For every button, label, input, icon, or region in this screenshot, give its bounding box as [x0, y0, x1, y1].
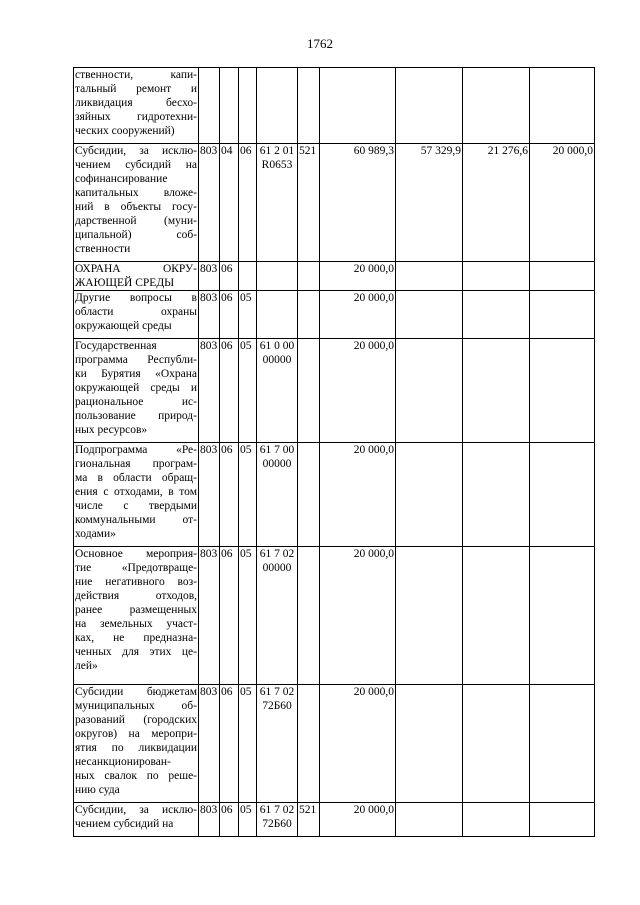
cell-amount-2 [396, 685, 463, 803]
csr-line: R0653 [261, 159, 293, 171]
cell-vr [298, 339, 320, 443]
table-row [74, 68, 595, 144]
cell-rz [220, 68, 239, 144]
csr-line: 00000 [262, 354, 292, 366]
cell-pr: 05 [239, 443, 257, 547]
cell-csr [257, 144, 298, 262]
cell-pr: 05 [239, 803, 257, 837]
cell-amount-2 [396, 262, 463, 291]
row-name-line: лей» [75, 660, 98, 672]
cell-amount-4: 20 000,0 [530, 144, 595, 262]
cell-amount-4 [530, 262, 595, 291]
row-name-line: Подпрограмма «Ре- [75, 444, 197, 456]
cell-rz: 04 [220, 144, 239, 262]
cell-csr [257, 803, 298, 837]
row-name-line: тие «Предотвраще- [75, 562, 197, 574]
csr-line: 72Б60 [262, 818, 292, 830]
cell-amount-1: 20 000,0 [320, 262, 396, 291]
cell-grbs [199, 68, 220, 144]
cell-grbs: 803 [199, 443, 220, 547]
cell-amount-2 [396, 339, 463, 443]
row-name [74, 443, 199, 547]
row-name [74, 547, 199, 685]
row-name-line: коммунальными от- [75, 514, 197, 526]
table-row [74, 144, 595, 262]
cell-grbs: 803 [199, 262, 220, 291]
cell-vr [298, 291, 320, 339]
cell-amount-1: 60 989,3 [320, 144, 396, 262]
cell-pr [239, 262, 257, 291]
row-name-line: несанкционирован- [75, 756, 171, 768]
cell-amount-1 [320, 68, 396, 144]
cell-grbs: 803 [199, 547, 220, 685]
cell-grbs: 803 [199, 291, 220, 339]
row-name-line: ранее размещенных [75, 604, 197, 616]
cell-amount-4 [530, 68, 595, 144]
row-name-line: нию суда [75, 784, 120, 796]
row-name [74, 262, 199, 291]
row-name [74, 291, 199, 339]
cell-rz: 06 [220, 443, 239, 547]
cell-amount-3 [463, 443, 530, 547]
cell-pr: 05 [239, 291, 257, 339]
row-name-line: ных свалок по реше- [75, 770, 197, 782]
row-name-line: ние негативного воз- [75, 576, 197, 588]
cell-amount-2 [396, 443, 463, 547]
row-name [74, 68, 199, 144]
cell-rz: 06 [220, 339, 239, 443]
row-name-line: разований (городских [75, 714, 197, 726]
cell-amount-1: 20 000,0 [320, 443, 396, 547]
row-name-line: действия отходов, [75, 590, 197, 602]
cell-csr [257, 547, 298, 685]
cell-rz: 06 [220, 685, 239, 803]
row-name-line: ципальной) соб- [75, 229, 197, 241]
csr-line: 61 7 00 [259, 444, 295, 456]
cell-amount-3 [463, 803, 530, 837]
row-name-line: Государственная [75, 340, 157, 352]
row-name [74, 144, 199, 262]
row-name-line: Основное мероприя- [75, 548, 197, 560]
row-name-line: программа Республи- [75, 354, 197, 366]
row-name-line: ственности [75, 243, 131, 255]
row-name-line: ных ресурсов» [75, 424, 148, 436]
cell-amount-3 [463, 262, 530, 291]
cell-amount-2 [396, 68, 463, 144]
cell-amount-2 [396, 291, 463, 339]
cell-amount-2 [396, 547, 463, 685]
cell-amount-3 [463, 291, 530, 339]
cell-amount-4 [530, 547, 595, 685]
row-name-line: окружающей среды и [75, 382, 197, 394]
csr-line: 61 2 01 [259, 145, 295, 157]
cell-amount-4 [530, 803, 595, 837]
row-name-line: чением субсидий на [75, 818, 174, 830]
cell-amount-4 [530, 443, 595, 547]
page-number: 1762 [307, 36, 333, 51]
row-name-line: тальный ремонт и [75, 83, 197, 95]
cell-amount-2: 57 329,9 [396, 144, 463, 262]
csr-line: 61 7 02 [259, 804, 295, 816]
csr-line: 61 0 00 [259, 340, 295, 352]
row-name-line: ственности, капи- [75, 69, 197, 81]
row-name-line: ЖАЮЩЕЙ СРЕДЫ [75, 277, 175, 289]
row-name-line: Субсидии, за исклю- [75, 145, 197, 157]
row-name-line: ликвидация бесхо- [75, 97, 197, 109]
cell-amount-1: 20 000,0 [320, 339, 396, 443]
csr-line: 72Б60 [262, 700, 292, 712]
row-name-line: Другие вопросы в [75, 292, 197, 304]
table-row [74, 291, 595, 339]
cell-vr [298, 685, 320, 803]
row-name-line: ний в объекты госу- [75, 201, 197, 213]
cell-amount-4 [530, 685, 595, 803]
row-name-line: ческих сооружений) [75, 125, 175, 137]
row-name-line: муниципальных об- [75, 700, 197, 712]
table-row [74, 443, 595, 547]
row-name-line: капитальных вложе- [75, 187, 197, 199]
row-name [74, 685, 199, 803]
table-row [74, 803, 595, 837]
cell-amount-4 [530, 339, 595, 443]
cell-vr [298, 547, 320, 685]
cell-csr [257, 443, 298, 547]
cell-csr [257, 68, 298, 144]
cell-amount-4 [530, 291, 595, 339]
row-name-line: софинансирование [75, 173, 168, 185]
cell-pr: 06 [239, 144, 257, 262]
row-name-line: ченных для этих це- [75, 646, 197, 658]
cell-pr: 05 [239, 685, 257, 803]
row-name-line: Субсидии бюджетам [75, 686, 197, 698]
row-name-line: округов) на меропри- [75, 728, 197, 740]
cell-amount-3 [463, 68, 530, 144]
cell-amount-1: 20 000,0 [320, 547, 396, 685]
row-name-line: ма в области обращ- [75, 472, 197, 484]
cell-amount-3 [463, 339, 530, 443]
row-name-line: на земельных участ- [75, 618, 197, 630]
budget-table [73, 67, 595, 837]
cell-csr [257, 262, 298, 291]
cell-amount-1: 20 000,0 [320, 291, 396, 339]
csr-line: 00000 [262, 562, 292, 574]
row-name-line: окружающей среды [75, 320, 172, 332]
row-name-line: числе с твердыми [75, 500, 197, 512]
row-name-line: ения с отходами, в том [75, 486, 197, 498]
row-name-line: рациональное ис- [75, 396, 197, 408]
row-name-line: пользование природ- [75, 410, 197, 422]
row-name-line: ОХРАНА ОКРУ- [75, 263, 197, 275]
cell-grbs: 803 [199, 803, 220, 837]
cell-csr [257, 339, 298, 443]
cell-grbs: 803 [199, 685, 220, 803]
table-row [74, 547, 595, 685]
cell-vr: 521 [298, 144, 320, 262]
cell-vr [298, 262, 320, 291]
row-name-line: гиональная програм- [75, 458, 197, 470]
cell-pr: 05 [239, 547, 257, 685]
cell-pr [239, 68, 257, 144]
row-name-line: ходами» [75, 528, 116, 540]
cell-rz: 06 [220, 547, 239, 685]
csr-line: 61 7 02 [259, 548, 295, 560]
row-name [74, 339, 199, 443]
cell-vr [298, 68, 320, 144]
csr-line: 00000 [262, 458, 292, 470]
cell-pr: 05 [239, 339, 257, 443]
row-name-line: Субсидии, за исклю- [75, 804, 197, 816]
csr-line: 61 7 02 [259, 686, 295, 698]
cell-rz: 06 [220, 291, 239, 339]
cell-vr [298, 443, 320, 547]
row-name-line: ках, не предназна- [75, 632, 197, 644]
row-name-line: ки Бурятия «Охрана [75, 368, 197, 380]
row-name-line: области охраны [75, 306, 197, 318]
cell-amount-3: 21 276,6 [463, 144, 530, 262]
cell-amount-3 [463, 547, 530, 685]
cell-amount-1: 20 000,0 [320, 685, 396, 803]
row-name-line: чением субсидий на [75, 159, 197, 171]
row-name-line: ятия по ликвидации [75, 742, 197, 754]
table-row [74, 685, 595, 803]
cell-vr: 521 [298, 803, 320, 837]
cell-rz: 06 [220, 262, 239, 291]
table-row [74, 339, 595, 443]
cell-amount-2 [396, 803, 463, 837]
cell-grbs: 803 [199, 144, 220, 262]
row-name-line: дарственной (муни- [75, 215, 197, 227]
cell-csr [257, 685, 298, 803]
cell-amount-3 [463, 685, 530, 803]
cell-grbs: 803 [199, 339, 220, 443]
cell-amount-1: 20 000,0 [320, 803, 396, 837]
cell-csr [257, 291, 298, 339]
cell-rz: 06 [220, 803, 239, 837]
row-name [74, 803, 199, 837]
table-row [74, 262, 595, 291]
row-name-line: зяйных гидротехни- [75, 111, 197, 123]
